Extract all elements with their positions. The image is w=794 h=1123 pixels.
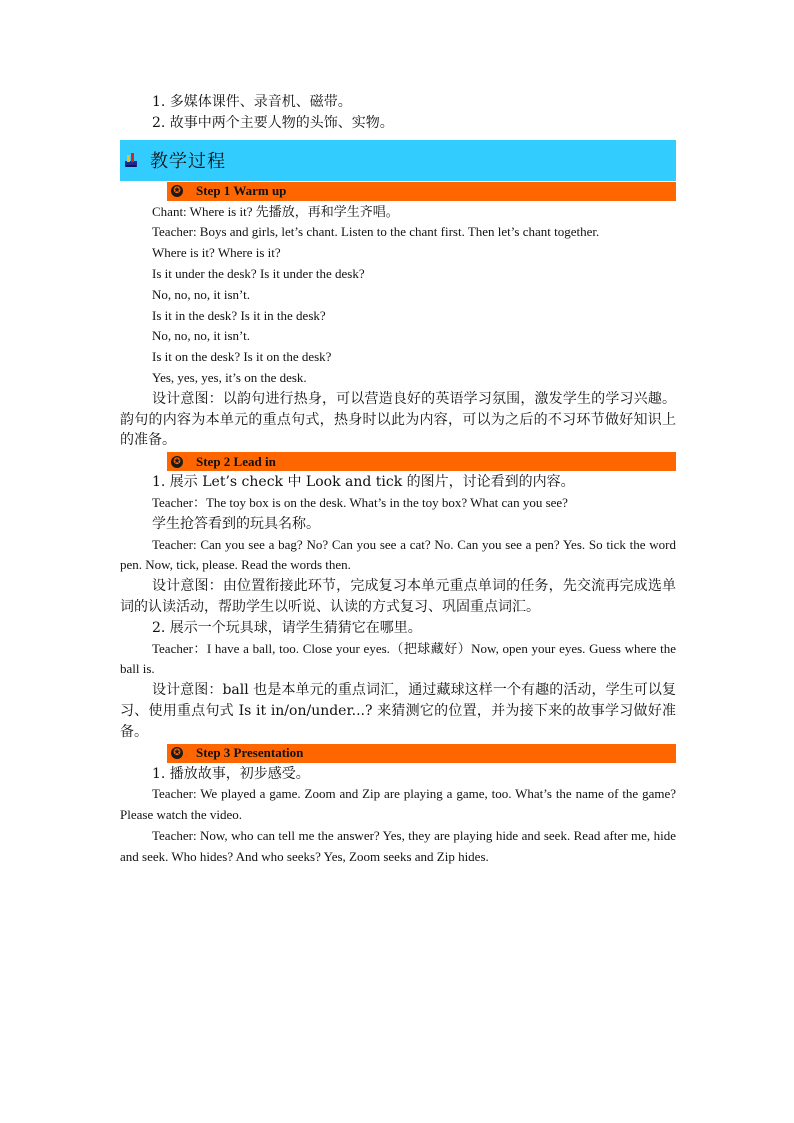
star-icon: ✪ (171, 185, 183, 197)
step2-para: 2. 展示一个玩具球，请学生猜猜它在哪里。 (152, 619, 422, 636)
star-icon: ✪ (171, 456, 183, 468)
chant-line: Where is it? Where is it? (152, 245, 281, 261)
step1-para: Chant: Where is it? 先播放，再和学生齐唱。 (152, 203, 399, 219)
step2-para: Teacher: Can you see a bag? No? Can you see a cat? No. Can you see a pen? Yes. So tick the word pen. Now, tick, please. Read the words then. (120, 536, 676, 573)
chant-line: Is it under the desk? Is it under the desk? (152, 265, 365, 281)
material-item-2: 2. 故事中两个主要人物的头饰、实物。 (152, 114, 394, 131)
design-intent: 设计意图：由位置衔接此环节，完成复习本单元重点单词的任务，先交流再完成选单词的认读活动，帮助学生以听说、认读的方式复习、巩固重点词汇。 (120, 578, 676, 615)
step-title: Step 2 Lead in (196, 453, 276, 469)
step-header-3 (167, 744, 676, 763)
step1-para: Teacher: Boys and girls, let’s chant. Listen to the chant first. Then let’s chant together. (152, 224, 600, 240)
step2-para: Teacher：I have a ball, too. Close your eyes.（把球藏好）Now, open your eyes. Guess where the ball is. (120, 640, 676, 677)
step2-para: Teacher：The toy box is on the desk. What’s in the toy box? What can you see? (152, 494, 568, 510)
chant-line: Is it in the desk? Is it in the desk? (152, 307, 326, 323)
document-page (120, 92, 676, 868)
chant-line: Is it on the desk? Is it on the desk? (152, 349, 332, 365)
material-item-1: 1. 多媒体课件、录音机、磁带。 (152, 94, 352, 110)
section-header (120, 140, 676, 181)
chant-line: Yes, yes, yes, it’s on the desk. (152, 369, 307, 385)
step3-para: Teacher: We played a game. Zoom and Zip are playing a game, too. What’s the name of the game? Please watch the video. (120, 786, 676, 823)
star-icon: ✪ (171, 747, 183, 759)
step-header-1 (167, 182, 676, 201)
section-title: 教学过程 (150, 151, 226, 173)
step-header-2 (167, 452, 676, 471)
step2-para: 学生抢答看到的玩具名称。 (152, 515, 320, 532)
design-intent: 设计意图：以韵句进行热身，可以营造良好的英语学习氛围，激发学生的学习兴趣。韵句的内容为本单元的重点句式，热身时以此为内容，可以为之后的不习环节做好知识上的准备。 (120, 390, 676, 449)
step-title: Step 3 Presentation (196, 745, 304, 761)
step2-para: 1. 展示 Let’s check 中 Look and tick 的图片，讨论看到的内容。 (152, 474, 575, 491)
book-icon (124, 152, 138, 168)
chant-line: No, no, no, it isn’t. (152, 328, 250, 344)
step3-para: 1. 播放故事，初步感受。 (152, 765, 310, 782)
chant-line: No, no, no, it isn’t. (152, 286, 250, 302)
step3-para: Teacher: Now, who can tell me the answer? Yes, they are playing hide and seek. Read after me, hide and seek. Who hides? And who seeks? Yes, Zoom seeks and Zip hides. (120, 827, 676, 864)
step-title: Step 1 Warm up (196, 183, 287, 199)
design-intent: 设计意图：ball 也是本单元的重点词汇，通过藏球这样一个有趣的活动，学生可以复习、使用重点句式 Is it in/on/under...? 来猜测它的位置，并为接下来的故事学习做好准备。 (120, 682, 676, 740)
